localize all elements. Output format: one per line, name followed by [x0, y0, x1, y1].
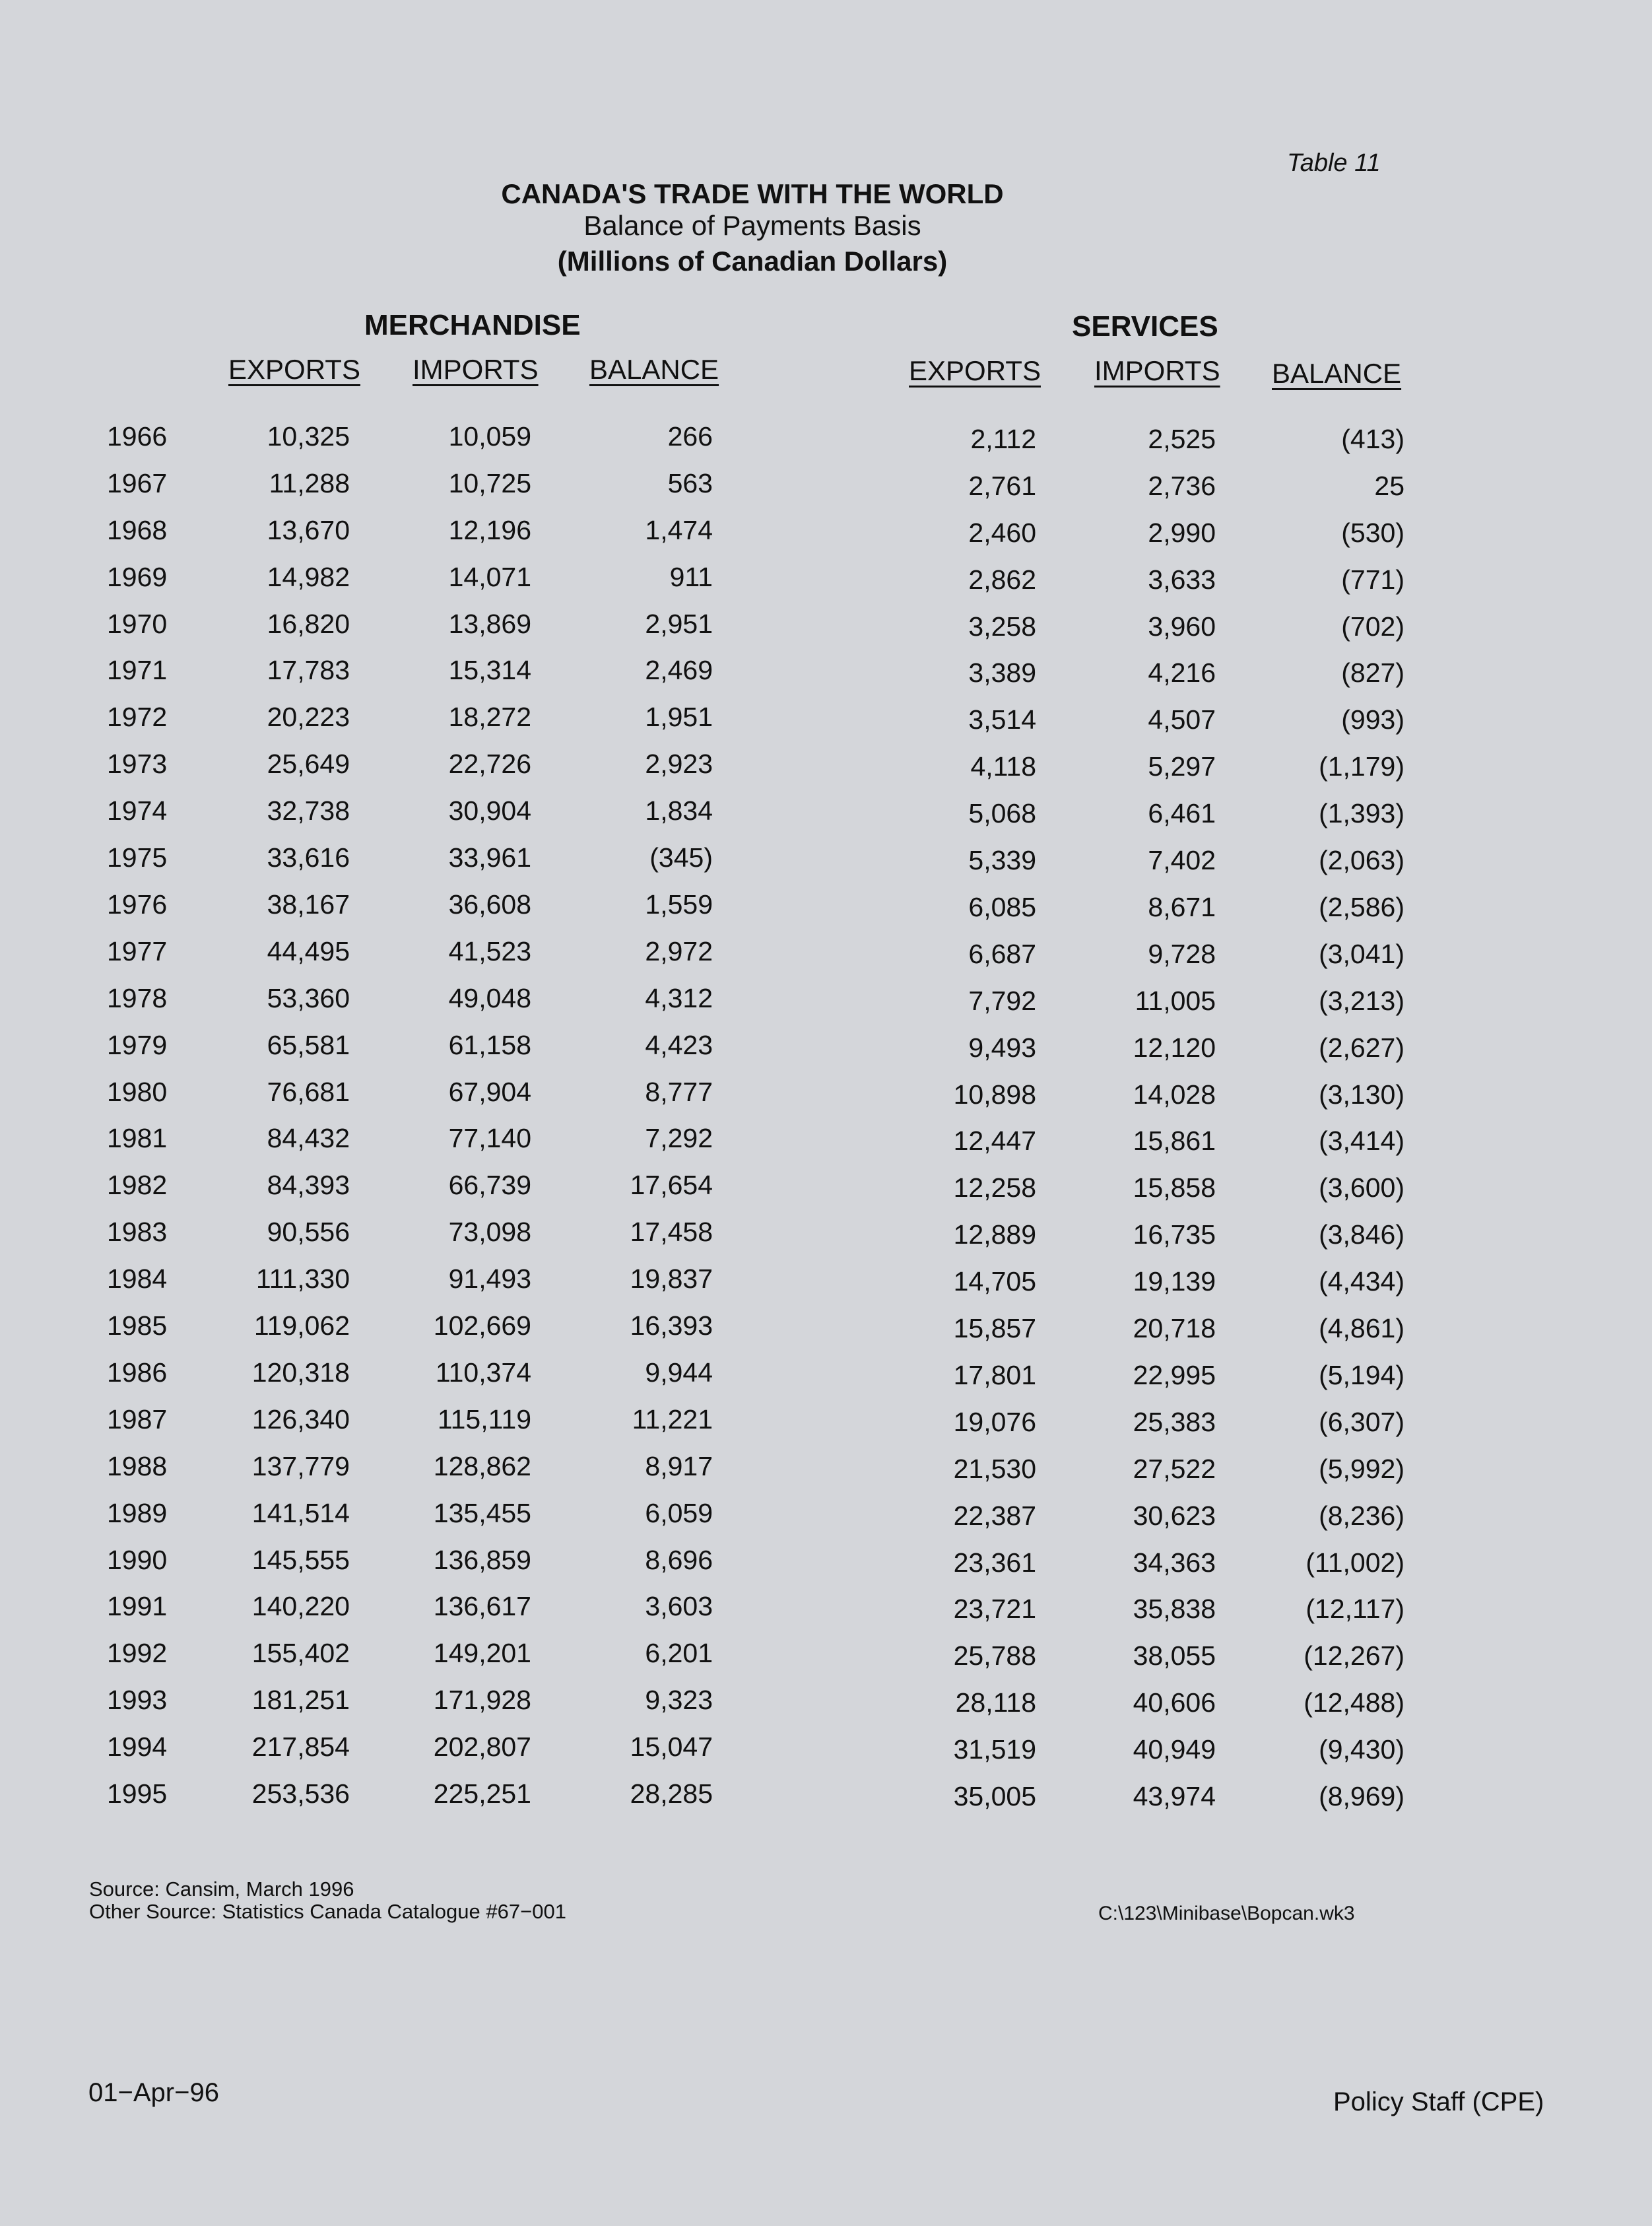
merch-imports-cell: 33,961: [448, 842, 531, 873]
print-date: 01−Apr−96: [88, 2078, 219, 2107]
serv-balance-cell: (1,393): [1319, 798, 1404, 829]
serv-imports-cell: 12,120: [1133, 1032, 1216, 1063]
serv-exports-cell: 22,387: [953, 1500, 1036, 1531]
year-cell: 1982: [107, 1170, 168, 1201]
serv-exports-cell: 6,085: [968, 891, 1036, 922]
serv-imports-cell: 8,671: [1148, 891, 1216, 922]
merch-balance-cell: 11,221: [632, 1403, 713, 1434]
serv-imports-cell: 2,525: [1148, 424, 1216, 454]
serv-exports-cell: 35,005: [953, 1781, 1036, 1811]
merch-balance-cell: 9,323: [645, 1685, 713, 1716]
serv-balance-cell: (993): [1341, 704, 1404, 735]
serv-imports-cell: 22,995: [1133, 1359, 1216, 1390]
merch-imports-cell: 136,859: [433, 1544, 531, 1575]
merch-imports-cell: 13,869: [448, 608, 531, 639]
merch-balance-cell: 17,458: [630, 1217, 713, 1248]
table-number: Table 11: [1287, 149, 1381, 177]
serv-imports-cell: 34,363: [1133, 1547, 1216, 1578]
file-path: C:\123\Minibase\Bopcan.wk3: [1098, 1903, 1355, 1924]
services-imports-header: IMPORTS: [1094, 355, 1220, 386]
serv-balance-cell: (12,267): [1304, 1640, 1404, 1671]
merch-exports-cell: 145,555: [251, 1544, 350, 1575]
year-cell: 1991: [107, 1591, 168, 1622]
services-balance-header: BALANCE: [1272, 358, 1402, 389]
serv-balance-cell: (3,041): [1319, 938, 1404, 969]
merch-exports-cell: 11,288: [269, 467, 350, 498]
merch-balance-cell: 4,312: [645, 982, 713, 1013]
serv-imports-cell: 38,055: [1133, 1640, 1216, 1671]
merch-imports-cell: 149,201: [433, 1638, 531, 1669]
merch-exports-cell: 137,779: [251, 1450, 350, 1481]
year-cell: 1979: [107, 1029, 168, 1060]
author-credit: Policy Staff (CPE): [1333, 2087, 1544, 2116]
serv-imports-cell: 5,297: [1148, 751, 1216, 782]
serv-exports-cell: 2,460: [968, 517, 1036, 548]
serv-exports-cell: 28,118: [955, 1687, 1036, 1718]
serv-exports-cell: 15,857: [953, 1313, 1036, 1344]
serv-balance-cell: (3,414): [1319, 1126, 1404, 1157]
serv-imports-cell: 3,633: [1148, 564, 1216, 595]
merch-imports-cell: 225,251: [433, 1778, 531, 1809]
merch-imports-cell: 73,098: [448, 1217, 531, 1248]
merch-imports-cell: 135,455: [433, 1497, 531, 1528]
merch-imports-cell: 136,617: [433, 1591, 531, 1622]
merch-imports-cell: 67,904: [448, 1076, 531, 1107]
serv-imports-cell: 2,990: [1148, 517, 1216, 548]
merch-exports-cell: 119,062: [253, 1310, 350, 1341]
merch-imports-cell: 10,059: [448, 421, 531, 452]
merch-balance-cell: 9,944: [645, 1357, 713, 1388]
merch-balance-cell: 16,393: [630, 1310, 713, 1341]
merch-balance-cell: 19,837: [630, 1264, 713, 1295]
serv-imports-cell: 15,861: [1133, 1126, 1216, 1157]
serv-imports-cell: 2,736: [1148, 470, 1216, 501]
merch-exports-cell: 65,581: [267, 1029, 350, 1060]
merch-imports-cell: 22,726: [448, 749, 531, 780]
serv-exports-cell: 4,118: [970, 751, 1036, 782]
merch-balance-cell: 2,923: [645, 749, 713, 780]
units-note: (Millions of Canadian Dollars): [557, 246, 948, 277]
serv-balance-cell: (12,117): [1305, 1594, 1404, 1625]
year-cell: 1971: [107, 655, 168, 686]
serv-exports-cell: 25,788: [953, 1640, 1036, 1671]
serv-exports-cell: 14,705: [953, 1266, 1036, 1297]
year-cell: 1973: [107, 749, 168, 780]
serv-exports-cell: 3,514: [968, 704, 1036, 735]
merch-exports-cell: 126,340: [251, 1403, 350, 1434]
merch-exports-cell: 38,167: [267, 889, 350, 920]
merch-imports-cell: 110,374: [435, 1357, 531, 1388]
merch-imports-cell: 171,928: [433, 1685, 531, 1716]
year-cell: 1992: [107, 1638, 168, 1669]
serv-exports-cell: 6,687: [968, 938, 1036, 969]
serv-imports-cell: 3,960: [1148, 611, 1216, 642]
serv-balance-cell: (827): [1341, 658, 1404, 689]
merch-exports-cell: 76,681: [267, 1076, 350, 1107]
serv-balance-cell: (2,627): [1319, 1032, 1404, 1063]
merch-imports-cell: 202,807: [433, 1732, 531, 1763]
serv-imports-cell: 6,461: [1148, 798, 1216, 829]
merch-imports-cell: 10,725: [448, 467, 531, 498]
year-cell: 1981: [107, 1123, 168, 1154]
merch-exports-cell: 44,495: [267, 935, 350, 966]
merch-exports-cell: 155,402: [251, 1638, 350, 1669]
serv-balance-cell: (2,586): [1319, 891, 1404, 922]
serv-imports-cell: 4,507: [1148, 704, 1216, 735]
merch-exports-cell: 84,432: [267, 1123, 350, 1154]
year-cell: 1994: [107, 1732, 168, 1763]
serv-balance-cell: (5,194): [1319, 1359, 1404, 1390]
serv-balance-cell: (11,002): [1305, 1547, 1404, 1578]
merch-imports-cell: 115,119: [437, 1403, 531, 1434]
merch-exports-cell: 13,670: [267, 514, 350, 545]
merch-imports-cell: 12,196: [448, 514, 531, 545]
merch-exports-cell: 120,318: [251, 1357, 350, 1388]
serv-exports-cell: 12,258: [953, 1172, 1036, 1203]
serv-exports-cell: 10,898: [953, 1079, 1036, 1110]
merch-balance-cell: 1,834: [645, 795, 713, 826]
serv-imports-cell: 4,216: [1148, 658, 1216, 689]
serv-exports-cell: 2,761: [968, 470, 1036, 501]
merch-balance-cell: 2,951: [645, 608, 713, 639]
serv-exports-cell: 31,519: [953, 1734, 1036, 1765]
serv-balance-cell: (3,846): [1319, 1219, 1404, 1250]
merch-balance-cell: 3,603: [645, 1591, 713, 1622]
year-cell: 1995: [107, 1778, 168, 1809]
merch-balance-cell: 266: [667, 421, 713, 452]
merchandise-balance-header: BALANCE: [589, 354, 719, 385]
merch-imports-cell: 49,048: [448, 982, 531, 1013]
serv-balance-cell: (8,236): [1319, 1500, 1404, 1531]
year-cell: 1985: [107, 1310, 168, 1341]
serv-exports-cell: 12,889: [953, 1219, 1036, 1250]
serv-exports-cell: 23,721: [953, 1594, 1036, 1625]
serv-imports-cell: 16,735: [1133, 1219, 1216, 1250]
merch-imports-cell: 61,158: [448, 1029, 531, 1060]
serv-imports-cell: 14,028: [1133, 1079, 1216, 1110]
merch-balance-cell: 15,047: [630, 1732, 713, 1763]
year-cell: 1975: [107, 842, 168, 873]
merch-balance-cell: 911: [669, 561, 713, 592]
other-source-note: Other Source: Statistics Canada Catalogue #67−001: [89, 1900, 566, 1923]
document-title: CANADA'S TRADE WITH THE WORLD: [501, 178, 1004, 209]
serv-exports-cell: 9,493: [968, 1032, 1036, 1063]
merch-exports-cell: 32,738: [267, 795, 350, 826]
serv-exports-cell: 3,258: [968, 611, 1036, 642]
merch-balance-cell: 17,654: [630, 1170, 713, 1201]
serv-imports-cell: 15,858: [1133, 1172, 1216, 1203]
serv-balance-cell: (2,063): [1319, 845, 1404, 876]
merch-exports-cell: 14,982: [267, 561, 350, 592]
serv-exports-cell: 3,389: [968, 658, 1036, 689]
year-cell: 1970: [107, 608, 168, 639]
serv-exports-cell: 2,862: [968, 564, 1036, 595]
serv-imports-cell: 7,402: [1148, 845, 1216, 876]
merch-balance-cell: (345): [649, 842, 713, 873]
serv-balance-cell: (530): [1341, 517, 1404, 548]
year-cell: 1972: [107, 702, 168, 733]
merch-exports-cell: 217,854: [251, 1732, 350, 1763]
serv-imports-cell: 30,623: [1133, 1500, 1216, 1531]
source-note: Source: Cansim, March 1996: [89, 1877, 354, 1901]
year-cell: 1988: [107, 1450, 168, 1481]
merch-exports-cell: 111,330: [255, 1264, 350, 1295]
merch-exports-cell: 84,393: [267, 1170, 350, 1201]
year-cell: 1986: [107, 1357, 168, 1388]
year-cell: 1967: [107, 467, 168, 498]
year-cell: 1966: [107, 421, 168, 452]
merch-balance-cell: 2,469: [645, 655, 713, 686]
serv-imports-cell: 40,949: [1133, 1734, 1216, 1765]
serv-balance-cell: (9,430): [1319, 1734, 1404, 1765]
merch-exports-cell: 33,616: [267, 842, 350, 873]
merch-balance-cell: 1,559: [645, 889, 713, 920]
serv-balance-cell: (3,130): [1319, 1079, 1404, 1110]
serv-balance-cell: (3,213): [1319, 985, 1404, 1016]
merch-imports-cell: 128,862: [433, 1450, 531, 1481]
year-cell: 1974: [107, 795, 168, 826]
serv-exports-cell: 23,361: [953, 1547, 1036, 1578]
merch-imports-cell: 66,739: [448, 1170, 531, 1201]
merchandise-imports-header: IMPORTS: [413, 354, 539, 385]
serv-balance-cell: (3,600): [1319, 1172, 1404, 1203]
merch-balance-cell: 6,059: [645, 1497, 713, 1528]
serv-exports-cell: 5,068: [968, 798, 1036, 829]
serv-imports-cell: 19,139: [1133, 1266, 1216, 1297]
merch-imports-cell: 91,493: [448, 1264, 531, 1295]
merchandise-exports-header: EXPORTS: [228, 354, 360, 385]
merch-exports-cell: 53,360: [267, 982, 350, 1013]
merch-balance-cell: 8,777: [645, 1076, 713, 1107]
serv-balance-cell: (6,307): [1319, 1406, 1404, 1437]
merch-exports-cell: 141,514: [251, 1497, 350, 1528]
year-cell: 1987: [107, 1403, 168, 1434]
year-cell: 1989: [107, 1497, 168, 1528]
year-cell: 1976: [107, 889, 168, 920]
serv-exports-cell: 7,792: [968, 985, 1036, 1016]
serv-balance-cell: (771): [1341, 564, 1404, 595]
merch-balance-cell: 28,285: [630, 1778, 713, 1809]
merch-balance-cell: 8,917: [645, 1450, 713, 1481]
year-cell: 1993: [107, 1685, 168, 1716]
merch-balance-cell: 8,696: [645, 1544, 713, 1575]
serv-exports-cell: 12,447: [953, 1126, 1036, 1157]
serv-balance-cell: (1,179): [1319, 751, 1404, 782]
merch-imports-cell: 102,669: [433, 1310, 531, 1341]
serv-imports-cell: 35,838: [1133, 1594, 1216, 1625]
year-cell: 1968: [107, 514, 168, 545]
merch-balance-cell: 6,201: [645, 1638, 713, 1669]
serv-imports-cell: 20,718: [1133, 1313, 1216, 1344]
serv-imports-cell: 43,974: [1133, 1781, 1216, 1811]
serv-exports-cell: 19,076: [953, 1406, 1036, 1437]
document-subtitle: Balance of Payments Basis: [583, 210, 921, 241]
serv-imports-cell: 11,005: [1135, 985, 1216, 1016]
serv-balance-cell: 25: [1374, 470, 1404, 501]
serv-balance-cell: (4,861): [1319, 1313, 1404, 1344]
serv-exports-cell: 5,339: [968, 845, 1036, 876]
merch-exports-cell: 90,556: [267, 1217, 350, 1248]
merch-imports-cell: 77,140: [448, 1123, 531, 1154]
serv-balance-cell: (5,992): [1319, 1453, 1404, 1484]
merch-balance-cell: 7,292: [645, 1123, 713, 1154]
merch-imports-cell: 14,071: [448, 561, 531, 592]
year-cell: 1978: [107, 982, 168, 1013]
merch-imports-cell: 36,608: [448, 889, 531, 920]
serv-imports-cell: 27,522: [1133, 1453, 1216, 1484]
merch-exports-cell: 140,220: [251, 1591, 350, 1622]
year-cell: 1990: [107, 1544, 168, 1575]
serv-balance-cell: (12,488): [1304, 1687, 1404, 1718]
year-cell: 1969: [107, 561, 168, 592]
serv-balance-cell: (8,969): [1319, 1781, 1404, 1811]
merch-balance-cell: 2,972: [645, 935, 713, 966]
merch-exports-cell: 253,536: [251, 1778, 350, 1809]
merch-imports-cell: 18,272: [448, 702, 531, 733]
merch-exports-cell: 16,820: [267, 608, 350, 639]
merch-exports-cell: 181,251: [251, 1685, 350, 1716]
year-cell: 1977: [107, 935, 168, 966]
services-exports-header: EXPORTS: [909, 355, 1041, 386]
serv-imports-cell: 9,728: [1148, 938, 1216, 969]
serv-exports-cell: 2,112: [970, 424, 1036, 454]
services-heading: SERVICES: [1072, 310, 1218, 343]
serv-imports-cell: 40,606: [1133, 1687, 1216, 1718]
merch-imports-cell: 15,314: [448, 655, 531, 686]
merchandise-heading: MERCHANDISE: [364, 309, 581, 341]
serv-balance-cell: (413): [1341, 424, 1404, 454]
serv-exports-cell: 17,801: [953, 1359, 1036, 1390]
serv-exports-cell: 21,530: [953, 1453, 1036, 1484]
merch-balance-cell: 4,423: [645, 1029, 713, 1060]
year-cell: 1980: [107, 1076, 168, 1107]
merch-exports-cell: 25,649: [267, 749, 350, 780]
merch-exports-cell: 10,325: [267, 421, 350, 452]
serv-balance-cell: (702): [1341, 611, 1404, 642]
merch-balance-cell: 563: [667, 467, 713, 498]
year-cell: 1984: [107, 1264, 168, 1295]
serv-imports-cell: 25,383: [1133, 1406, 1216, 1437]
merch-imports-cell: 41,523: [448, 935, 531, 966]
merch-balance-cell: 1,474: [645, 514, 713, 545]
year-cell: 1983: [107, 1217, 168, 1248]
merch-exports-cell: 20,223: [267, 702, 350, 733]
serv-balance-cell: (4,434): [1319, 1266, 1404, 1297]
merch-imports-cell: 30,904: [448, 795, 531, 826]
merch-balance-cell: 1,951: [645, 702, 713, 733]
merch-exports-cell: 17,783: [267, 655, 350, 686]
